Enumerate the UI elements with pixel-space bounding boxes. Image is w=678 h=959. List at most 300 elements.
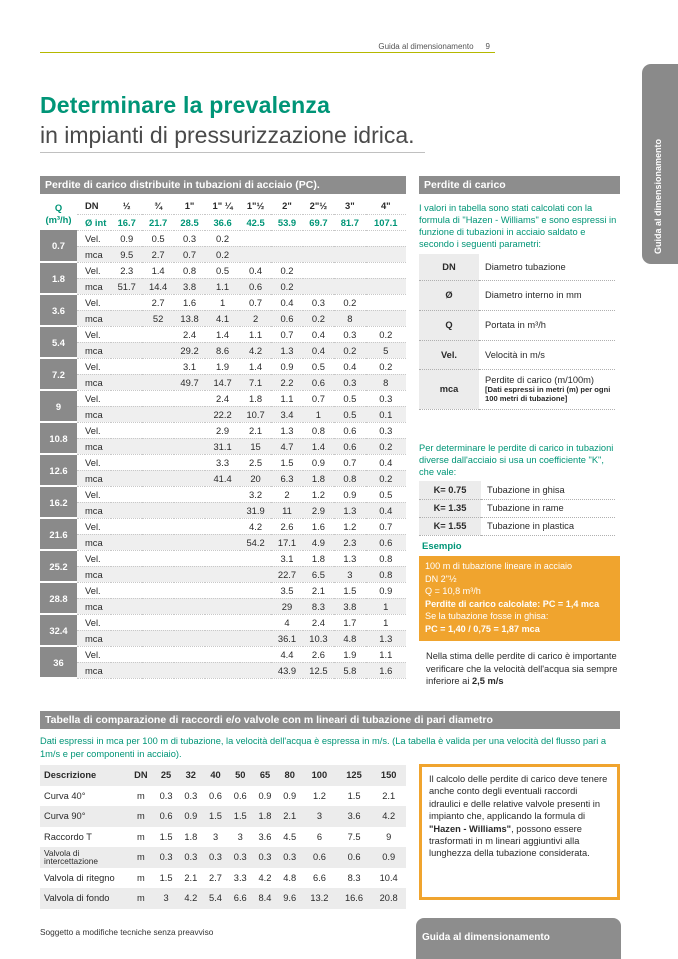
- definition-value: [479, 310, 615, 340]
- definition-row: [419, 340, 615, 369]
- vel-cell: 1.3: [334, 550, 365, 566]
- unit-cell: m: [128, 888, 154, 909]
- side-tab-label: Guida al dimensionamento: [653, 138, 663, 254]
- diameter-cell: 81.7: [334, 214, 365, 230]
- vel-cell: 1.8: [303, 550, 334, 566]
- mca-cell: 36.1: [271, 630, 302, 646]
- vel-cell: 4.2: [240, 518, 271, 534]
- table-row: [40, 438, 406, 454]
- table-row: [40, 566, 406, 582]
- mca-cell: [174, 502, 205, 518]
- dn-cell: 2": [271, 198, 302, 214]
- mca-cell: 8: [334, 310, 365, 326]
- mca-label: mca: [77, 662, 111, 678]
- vel-cell: [174, 390, 205, 406]
- footer-tab[interactable]: [416, 918, 621, 959]
- fitting-value: 4.2: [371, 806, 406, 827]
- fitting-value: 3.3: [228, 868, 253, 889]
- table-row: [40, 310, 406, 326]
- fitting-name-text: Valvola di ritegno: [44, 872, 115, 883]
- fitting-value: 6: [302, 827, 337, 848]
- dn-cell: ½: [111, 198, 142, 214]
- mca-cell: [142, 598, 173, 614]
- mca-cell: [142, 342, 173, 358]
- vel-label: Vel.: [77, 550, 111, 566]
- vel-cell: [174, 646, 205, 662]
- vel-cell: 2: [271, 486, 302, 502]
- vel-cell: [334, 262, 365, 278]
- diameter-cell: 69.7: [303, 214, 334, 230]
- mca-cell: [334, 246, 365, 262]
- mca-cell: 31.1: [205, 438, 240, 454]
- mca-cell: 52: [142, 310, 173, 326]
- mca-cell: 1.1: [205, 278, 240, 294]
- mca-cell: 15: [240, 438, 271, 454]
- fittings-row: [40, 827, 406, 848]
- k-coefficient-table: [419, 481, 615, 536]
- definition-text: Diametro tubazione: [485, 261, 566, 272]
- mca-cell: 0.6: [366, 534, 406, 550]
- vel-cell: [366, 230, 406, 246]
- vel-cell: 1.8: [240, 390, 271, 406]
- vel-cell: 2.5: [240, 454, 271, 470]
- dn-cell: 40: [203, 765, 228, 786]
- fittings-row: [40, 847, 406, 868]
- mca-label: mca: [77, 598, 111, 614]
- definition-value: [479, 340, 615, 369]
- mca-cell: [303, 246, 334, 262]
- mca-cell: [111, 310, 142, 326]
- fitting-value: 1.5: [154, 827, 179, 848]
- flow-rate-cell: 10.8: [40, 422, 77, 454]
- mca-cell: 14.7: [205, 374, 240, 390]
- definition-value: [479, 280, 615, 310]
- mca-cell: [142, 566, 173, 582]
- mca-cell: [111, 406, 142, 422]
- diameter-cell: 28.5: [174, 214, 205, 230]
- mca-cell: 0.8: [366, 566, 406, 582]
- vel-cell: 0.7: [303, 390, 334, 406]
- mca-label: mca: [77, 534, 111, 550]
- vel-cell: [142, 390, 173, 406]
- mca-cell: 49.7: [174, 374, 205, 390]
- vel-cell: [174, 550, 205, 566]
- fitting-value: 4.8: [277, 868, 302, 889]
- mca-cell: [111, 534, 142, 550]
- mca-cell: 29: [271, 598, 302, 614]
- mca-cell: [174, 598, 205, 614]
- mca-cell: 1.3: [334, 502, 365, 518]
- vel-cell: 0.4: [366, 454, 406, 470]
- mca-cell: 0.6: [334, 438, 365, 454]
- mca-cell: [142, 406, 173, 422]
- vel-cell: [111, 486, 142, 502]
- table-row: [40, 230, 406, 246]
- fitting-name: [40, 827, 128, 848]
- page-number: 9: [485, 42, 490, 51]
- k-row: [419, 499, 615, 517]
- mca-cell: [142, 630, 173, 646]
- fittings-note-box: [419, 764, 620, 900]
- mca-cell: 0.6: [303, 374, 334, 390]
- fittings-note-formula: "Hazen - Williams": [429, 823, 512, 834]
- mca-cell: [205, 502, 240, 518]
- table-row: [40, 662, 406, 678]
- table1-title: Perdite di carico distribuite in tubazioni di acciaio (PC).: [45, 179, 320, 191]
- definition-text: Diametro interno in mm: [485, 290, 582, 300]
- vel-cell: 0.9: [303, 454, 334, 470]
- vel-cell: [240, 230, 271, 246]
- mca-cell: 10.7: [240, 406, 271, 422]
- fitting-value: 6.6: [228, 888, 253, 909]
- fittings-row: [40, 888, 406, 909]
- definition-row: [419, 280, 615, 310]
- table-row: [40, 390, 406, 406]
- fitting-value: 1.8: [178, 827, 203, 848]
- footer-tab-label: Guida al dimensionamento: [422, 932, 550, 943]
- dn-header: DN: [128, 765, 154, 786]
- table-row: [40, 326, 406, 342]
- vel-cell: [240, 550, 271, 566]
- vel-cell: [142, 326, 173, 342]
- mca-cell: [174, 470, 205, 486]
- pressure-loss-table: [40, 198, 406, 679]
- perdite-intro: I valori in tabella sono stati calcolati con la formula di "Hazen - Williams" e sono espressi in funzione di tubazioni in acciaio saldato e secondo i seguenti parametri:: [419, 203, 617, 249]
- fitting-name: [40, 888, 128, 909]
- mca-cell: [174, 534, 205, 550]
- vel-cell: 2.4: [174, 326, 205, 342]
- definition-key: Q: [419, 310, 479, 340]
- table-row: [40, 454, 406, 470]
- k-material: Tubazione in rame: [481, 499, 615, 517]
- dn-cell: 65: [253, 765, 278, 786]
- fitting-value: 0.3: [178, 786, 203, 807]
- definition-text: Velocità in m/s: [485, 349, 545, 360]
- header-title: Guida al dimensionamento: [378, 42, 474, 51]
- vel-cell: [111, 454, 142, 470]
- k-row: [419, 481, 615, 499]
- fitting-value: 1.2: [302, 786, 337, 807]
- flow-rate-cell: 0.7: [40, 230, 77, 262]
- vel-cell: [111, 614, 142, 630]
- mca-cell: 0.2: [366, 438, 406, 454]
- example-box: [419, 556, 620, 641]
- vel-cell: [205, 486, 240, 502]
- vel-cell: [142, 518, 173, 534]
- table-row: [40, 294, 406, 310]
- mca-cell: [174, 630, 205, 646]
- vel-cell: [240, 646, 271, 662]
- dn-cell: 2"½: [303, 198, 334, 214]
- vel-cell: 1.9: [334, 646, 365, 662]
- vel-cell: [142, 454, 173, 470]
- desc-header: Descrizione: [40, 765, 128, 786]
- vel-cell: [142, 550, 173, 566]
- side-tab[interactable]: [642, 64, 678, 264]
- fitting-value: 0.3: [277, 847, 302, 868]
- vel-cell: [174, 614, 205, 630]
- mca-cell: 0.2: [366, 470, 406, 486]
- fitting-value: 0.6: [154, 806, 179, 827]
- vel-cell: 1.4: [205, 326, 240, 342]
- vel-cell: [366, 294, 406, 310]
- mca-cell: [111, 566, 142, 582]
- table2-title: Tabella di comparazione di raccordi e/o valvole con m lineari di tubazione di pari diametro: [45, 714, 493, 726]
- fitting-value: 0.9: [178, 806, 203, 827]
- vel-cell: 1.4: [240, 358, 271, 374]
- fittings-note-a: Il calcolo delle perdite di carico deve tenere anche conto degli eventuali raccordi idraulici e delle relative valvole presenti in impianto che, applicando la formula di: [429, 774, 608, 822]
- vel-cell: 0.7: [271, 326, 302, 342]
- dn-cell: 50: [228, 765, 253, 786]
- fitting-value: 4.2: [178, 888, 203, 909]
- vel-cell: 0.8: [366, 550, 406, 566]
- vel-cell: 0.5: [205, 262, 240, 278]
- table-row: [40, 630, 406, 646]
- diameter-row: [40, 214, 406, 230]
- fitting-name-text: Valvola di intercettazione: [44, 847, 98, 866]
- mca-cell: [111, 502, 142, 518]
- vel-cell: 1: [205, 294, 240, 310]
- vel-cell: [111, 390, 142, 406]
- vel-cell: 0.9: [334, 486, 365, 502]
- vel-cell: 0.9: [366, 582, 406, 598]
- vel-cell: 0.6: [334, 422, 365, 438]
- diameter-cell: 36.6: [205, 214, 240, 230]
- fitting-value: 0.3: [228, 847, 253, 868]
- vel-cell: 0.3: [334, 326, 365, 342]
- k-material: Tubazione in ghisa: [481, 481, 615, 499]
- vel-cell: [366, 262, 406, 278]
- flow-rate-cell: 12.6: [40, 454, 77, 486]
- vel-cell: 0.5: [142, 230, 173, 246]
- dn-cell: ¾: [142, 198, 173, 214]
- mca-cell: 3: [334, 566, 365, 582]
- fitting-value: 7.5: [337, 827, 372, 848]
- fitting-value: 0.6: [228, 786, 253, 807]
- dn-cell: 1"½: [240, 198, 271, 214]
- vel-cell: 0.2: [366, 326, 406, 342]
- mca-cell: 0.5: [334, 406, 365, 422]
- mca-cell: [205, 566, 240, 582]
- mca-cell: 2.9: [303, 502, 334, 518]
- table-row: [40, 246, 406, 262]
- mca-cell: 2: [240, 310, 271, 326]
- mca-cell: [271, 246, 302, 262]
- diameter-cell: 21.7: [142, 214, 173, 230]
- vel-cell: [205, 582, 240, 598]
- vel-cell: 0.3: [303, 294, 334, 310]
- mca-cell: [205, 534, 240, 550]
- table-row: [40, 486, 406, 502]
- mca-label: mca: [77, 278, 111, 294]
- vel-cell: 1.5: [271, 454, 302, 470]
- mca-cell: [174, 566, 205, 582]
- mca-cell: 0.6: [240, 278, 271, 294]
- fitting-value: 10.4: [371, 868, 406, 889]
- definition-key: Vel.: [419, 340, 479, 369]
- mca-cell: 3.8: [174, 278, 205, 294]
- unit-cell: m: [128, 868, 154, 889]
- vel-cell: 4: [271, 614, 302, 630]
- fittings-table: [40, 765, 406, 909]
- mca-cell: 6.5: [303, 566, 334, 582]
- fitting-value: 0.3: [178, 847, 203, 868]
- table1-title-bar: [40, 176, 406, 194]
- fitting-value: 5.4: [203, 888, 228, 909]
- table-row: [40, 534, 406, 550]
- flow-rate-cell: 7.2: [40, 358, 77, 390]
- definition-value: [479, 369, 615, 409]
- vel-label: Vel.: [77, 614, 111, 630]
- fittings-row: [40, 868, 406, 889]
- mca-cell: [334, 278, 365, 294]
- page-title: Determinare la prevalenza: [40, 92, 331, 118]
- flow-rate-cell: 9: [40, 390, 77, 422]
- flow-rate-cell: 21.6: [40, 518, 77, 550]
- mca-label: mca: [77, 310, 111, 326]
- vel-cell: 1.2: [334, 518, 365, 534]
- fitting-value: 3: [228, 827, 253, 848]
- vel-label: Vel.: [77, 422, 111, 438]
- fitting-value: 0.9: [371, 847, 406, 868]
- vel-cell: 2.3: [111, 262, 142, 278]
- q-header: [40, 198, 77, 230]
- footer-disclaimer: Soggetto a modifiche tecniche senza preavviso: [40, 927, 214, 937]
- fitting-name-text: Raccordo T: [44, 831, 92, 842]
- mca-label: mca: [77, 470, 111, 486]
- vel-label: Vel.: [77, 326, 111, 342]
- example-line: 100 m di tubazione lineare in acciaio: [425, 561, 573, 571]
- fitting-value: 9: [371, 827, 406, 848]
- dn-cell: 1": [174, 198, 205, 214]
- dn-label: DN: [77, 198, 111, 214]
- fitting-value: 13.2: [302, 888, 337, 909]
- vel-cell: 1.1: [366, 646, 406, 662]
- dn-cell: 80: [277, 765, 302, 786]
- mca-cell: 3.8: [334, 598, 365, 614]
- fitting-value: 0.3: [154, 847, 179, 868]
- mca-cell: 17.1: [271, 534, 302, 550]
- vel-cell: 2.7: [142, 294, 173, 310]
- running-header: [378, 42, 490, 51]
- mca-cell: 2.7: [142, 246, 173, 262]
- mca-cell: [174, 438, 205, 454]
- mca-cell: [111, 598, 142, 614]
- table-row: [40, 518, 406, 534]
- vel-cell: 0.9: [271, 358, 302, 374]
- vel-cell: [174, 582, 205, 598]
- fitting-value: 1.5: [228, 806, 253, 827]
- k-value: K= 0.75: [419, 481, 481, 499]
- vel-cell: 0.2: [271, 262, 302, 278]
- vel-cell: 1.6: [174, 294, 205, 310]
- fitting-value: 0.3: [203, 847, 228, 868]
- flow-rate-cell: 16.2: [40, 486, 77, 518]
- table-row: [40, 502, 406, 518]
- vel-cell: 1.6: [303, 518, 334, 534]
- vel-cell: 0.5: [303, 358, 334, 374]
- fitting-value: 0.9: [253, 786, 278, 807]
- diameter-cell: 16.7: [111, 214, 142, 230]
- mca-cell: 10.3: [303, 630, 334, 646]
- mca-cell: [240, 566, 271, 582]
- mca-cell: [111, 630, 142, 646]
- mca-cell: [142, 662, 173, 678]
- vel-cell: [111, 550, 142, 566]
- mca-cell: 14.4: [142, 278, 173, 294]
- unit-cell: m: [128, 827, 154, 848]
- mca-cell: 12.5: [303, 662, 334, 678]
- vel-cell: [174, 422, 205, 438]
- title-rule: [40, 152, 425, 153]
- fitting-value: 3: [154, 888, 179, 909]
- fitting-value: 0.6: [302, 847, 337, 868]
- fitting-value: 1.5: [203, 806, 228, 827]
- mca-cell: 0.4: [303, 342, 334, 358]
- mca-cell: 4.2: [240, 342, 271, 358]
- example-line: Perdite di carico calcolate: PC = 1,4 mca: [425, 598, 600, 609]
- vel-cell: 0.5: [366, 486, 406, 502]
- flow-rate-cell: 28.8: [40, 582, 77, 614]
- vel-cell: 0.8: [303, 422, 334, 438]
- vel-cell: 0.2: [334, 294, 365, 310]
- vel-cell: 0.4: [240, 262, 271, 278]
- fitting-value: 4.2: [253, 868, 278, 889]
- fitting-value: 0.6: [203, 786, 228, 807]
- header-rule: [40, 52, 495, 53]
- k-material: Tubazione in plastica: [481, 517, 615, 535]
- fitting-value: 2.7: [203, 868, 228, 889]
- mca-cell: 0.2: [334, 342, 365, 358]
- perdite-title: Perdite di carico: [424, 179, 506, 191]
- vel-cell: [303, 230, 334, 246]
- mca-cell: 0.7: [174, 246, 205, 262]
- vel-cell: 1.7: [334, 614, 365, 630]
- fitting-value: 6.6: [302, 868, 337, 889]
- vel-cell: 0.4: [303, 326, 334, 342]
- vel-cell: 1.1: [240, 326, 271, 342]
- vel-cell: 2.1: [303, 582, 334, 598]
- fitting-name: [40, 847, 128, 868]
- table-row: [40, 278, 406, 294]
- mca-cell: [142, 534, 173, 550]
- fitting-name: [40, 806, 128, 827]
- fitting-value: 1.8: [253, 806, 278, 827]
- vel-label: Vel.: [77, 582, 111, 598]
- mca-cell: 0.3: [334, 374, 365, 390]
- mca-cell: 20: [240, 470, 271, 486]
- vel-cell: 1.2: [303, 486, 334, 502]
- vel-label: Vel.: [77, 390, 111, 406]
- vel-cell: 0.8: [174, 262, 205, 278]
- mca-cell: 4.8: [334, 630, 365, 646]
- mca-cell: 1.6: [366, 662, 406, 678]
- example-line: Q = 10,8 m³/h: [425, 586, 481, 596]
- definition-note: [Dati espressi in metri (m) per ogni 100 metri di tubazione]: [485, 385, 611, 403]
- fitting-value: 0.6: [337, 847, 372, 868]
- mca-cell: 4.1: [205, 310, 240, 326]
- diameter-cell: 42.5: [240, 214, 271, 230]
- vel-cell: 3.5: [271, 582, 302, 598]
- table-row: [40, 614, 406, 630]
- fitting-value: 3.6: [337, 806, 372, 827]
- mca-cell: 0.4: [366, 502, 406, 518]
- mca-cell: 54.2: [240, 534, 271, 550]
- q-label: Q: [54, 202, 63, 213]
- fitting-name: [40, 786, 128, 807]
- vel-cell: [205, 646, 240, 662]
- vel-cell: [142, 486, 173, 502]
